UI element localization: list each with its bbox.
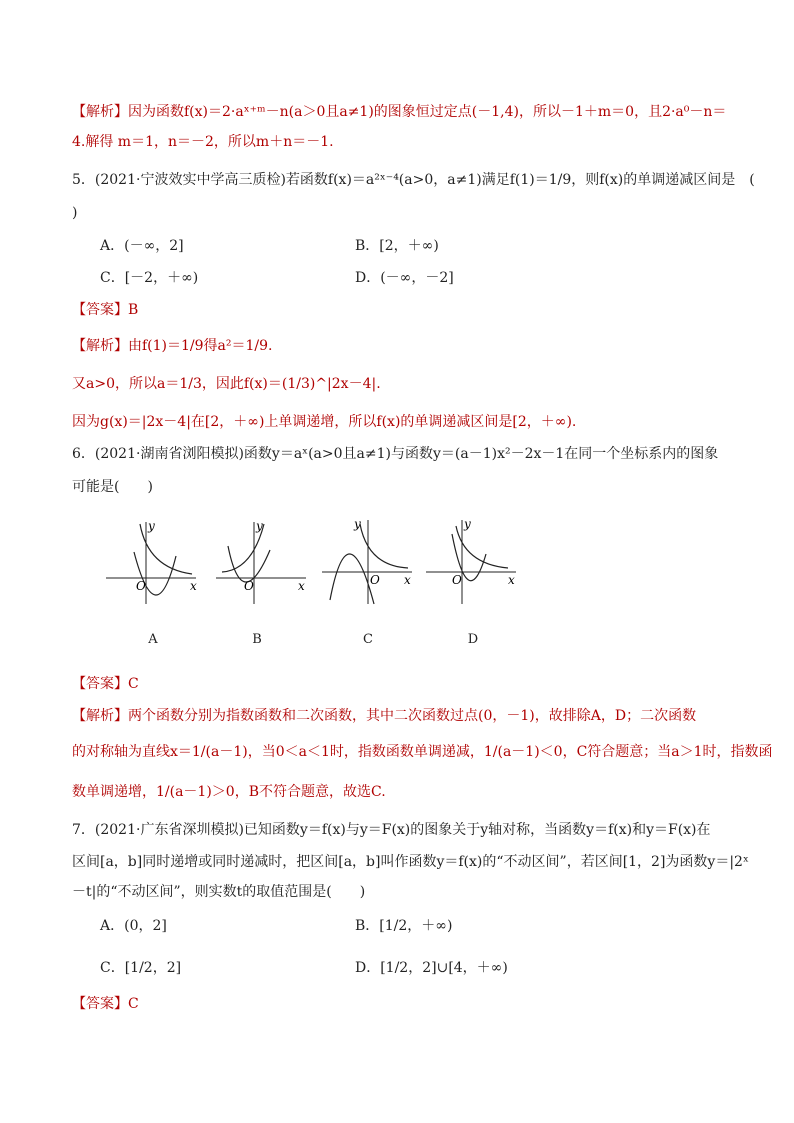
q7-option-c: C．[1/2，2] <box>100 960 182 976</box>
q6-answer-value: C <box>128 676 139 692</box>
q7-answer-value: C <box>128 996 139 1012</box>
q4-analysis-text1: 因为函数f(x)＝2·aˣ⁺ᵐ－n(a＞0且a≠1)的图象恒过定点(－1,4)，所以－1＋m＝0，且2·a⁰－n＝ <box>128 104 727 120</box>
answer-tag: 【答案】 <box>72 996 128 1012</box>
analysis-tag: 【解析】 <box>72 104 128 120</box>
analysis-tag: 【解析】 <box>72 338 128 354</box>
q7-stem-line1: 7．(2021·广东省深圳模拟)已知函数y＝f(x)与y＝F(x)的图象关于y轴对称，当函数y＝f(x)和y＝F(x)在 <box>72 822 711 838</box>
q5-analysis-line1 <box>72 336 272 356</box>
q6-answer <box>72 674 139 694</box>
graph-b <box>214 516 312 606</box>
origin-label: O <box>244 579 254 593</box>
q7-option-b: B．[1/2，＋∞) <box>355 918 453 934</box>
graph-a <box>104 516 202 606</box>
q6-analysis-line3: 数单调递增，1/(a－1)＞0，B不符合题意，故选C. <box>72 784 386 800</box>
x-label: x <box>404 573 411 587</box>
q5-stem-line1: 5．(2021·宁波效实中学高三质检)若函数f(x)＝a²ˣ⁻⁴(a>0，a≠1)满足f(1)＝1/9，则f(x)的单调递减区间是 ( <box>72 172 755 188</box>
q6-stem-line1: 6．(2021·湖南省浏阳模拟)函数y＝aˣ(a>0且a≠1)与函数y＝(a－1)x²－2x－1在同一个坐标系内的图象 <box>72 446 719 462</box>
y-label: y <box>464 517 471 531</box>
q4-analysis-line1 <box>72 102 726 122</box>
q6-analysis-line2: 的对称轴为直线x＝1/(a－1)，当0＜a＜1时，指数函数单调递减，1/(a－1)＜0，C符合题意；当a＞1时，指数函 <box>72 744 773 760</box>
q7-option-a: A．(0，2] <box>100 918 167 934</box>
y-label: y <box>256 519 263 533</box>
q5-option-a: A．(－∞，2] <box>100 238 184 254</box>
exponential-curve <box>360 524 408 568</box>
y-label: y <box>148 519 155 533</box>
graph-label-d: D <box>467 632 479 647</box>
answer-tag: 【答案】 <box>72 676 128 692</box>
q6-analysis-line1 <box>72 706 696 726</box>
graph-label-a: A <box>148 632 158 647</box>
q5-stem-line2: ) <box>72 205 78 221</box>
x-label: x <box>298 579 305 593</box>
x-label: x <box>508 573 515 587</box>
y-label: y <box>354 517 361 531</box>
q5-answer-value: B <box>128 302 139 318</box>
q5-answer <box>72 300 138 320</box>
q5-analysis-line2: 又a>0，所以a＝1/3，因此f(x)＝(1/3)^|2x－4|. <box>72 376 381 392</box>
q5-analysis-line3: 因为g(x)＝|2x－4|在[2，＋∞)上单调递增，所以f(x)的单调递减区间是[2，＋∞). <box>72 414 577 430</box>
origin-label: O <box>452 573 462 587</box>
q4-analysis-line2: 4.解得 m＝1，n＝－2，所以m＋n＝－1. <box>72 134 334 150</box>
graph-label-c: C <box>363 632 373 647</box>
origin-label: O <box>136 579 146 593</box>
q6-stem-line2: 可能是( ) <box>72 479 153 495</box>
q5-option-b: B．[2，＋∞) <box>355 238 439 254</box>
parabola-curve <box>228 546 270 582</box>
exponential-curve <box>456 526 508 568</box>
answer-tag: 【答案】 <box>72 302 128 318</box>
graph-label-b: B <box>252 632 262 647</box>
q5-option-d: D．(－∞，－2] <box>355 270 454 286</box>
origin-label: O <box>370 573 380 587</box>
q7-answer <box>72 994 139 1014</box>
x-label: x <box>190 579 197 593</box>
q7-stem-line2: 区间[a，b]同时递增或同时递减时，把区间[a，b]叫作函数y＝f(x)的“不动区间”，若区间[1，2]为函数y＝|2ˣ <box>72 854 749 870</box>
q7-option-d: D．[1/2，2]∪[4，＋∞) <box>355 960 508 976</box>
q7-stem-line3: －t|的“不动区间”，则实数t的取值范围是( ) <box>72 884 366 900</box>
graph-c <box>320 516 418 606</box>
q6-analysis-text1: 两个函数分别为指数函数和二次函数，其中二次函数过点(0，－1)，故排除A，D；二次函数 <box>128 708 697 724</box>
analysis-tag: 【解析】 <box>72 708 128 724</box>
graph-d <box>424 516 522 606</box>
q5-analysis-text1: 由f(1)＝1/9得a²＝1/9. <box>128 338 273 354</box>
q5-option-c: C．[－2，＋∞) <box>100 270 199 286</box>
parabola-curve <box>330 554 374 604</box>
